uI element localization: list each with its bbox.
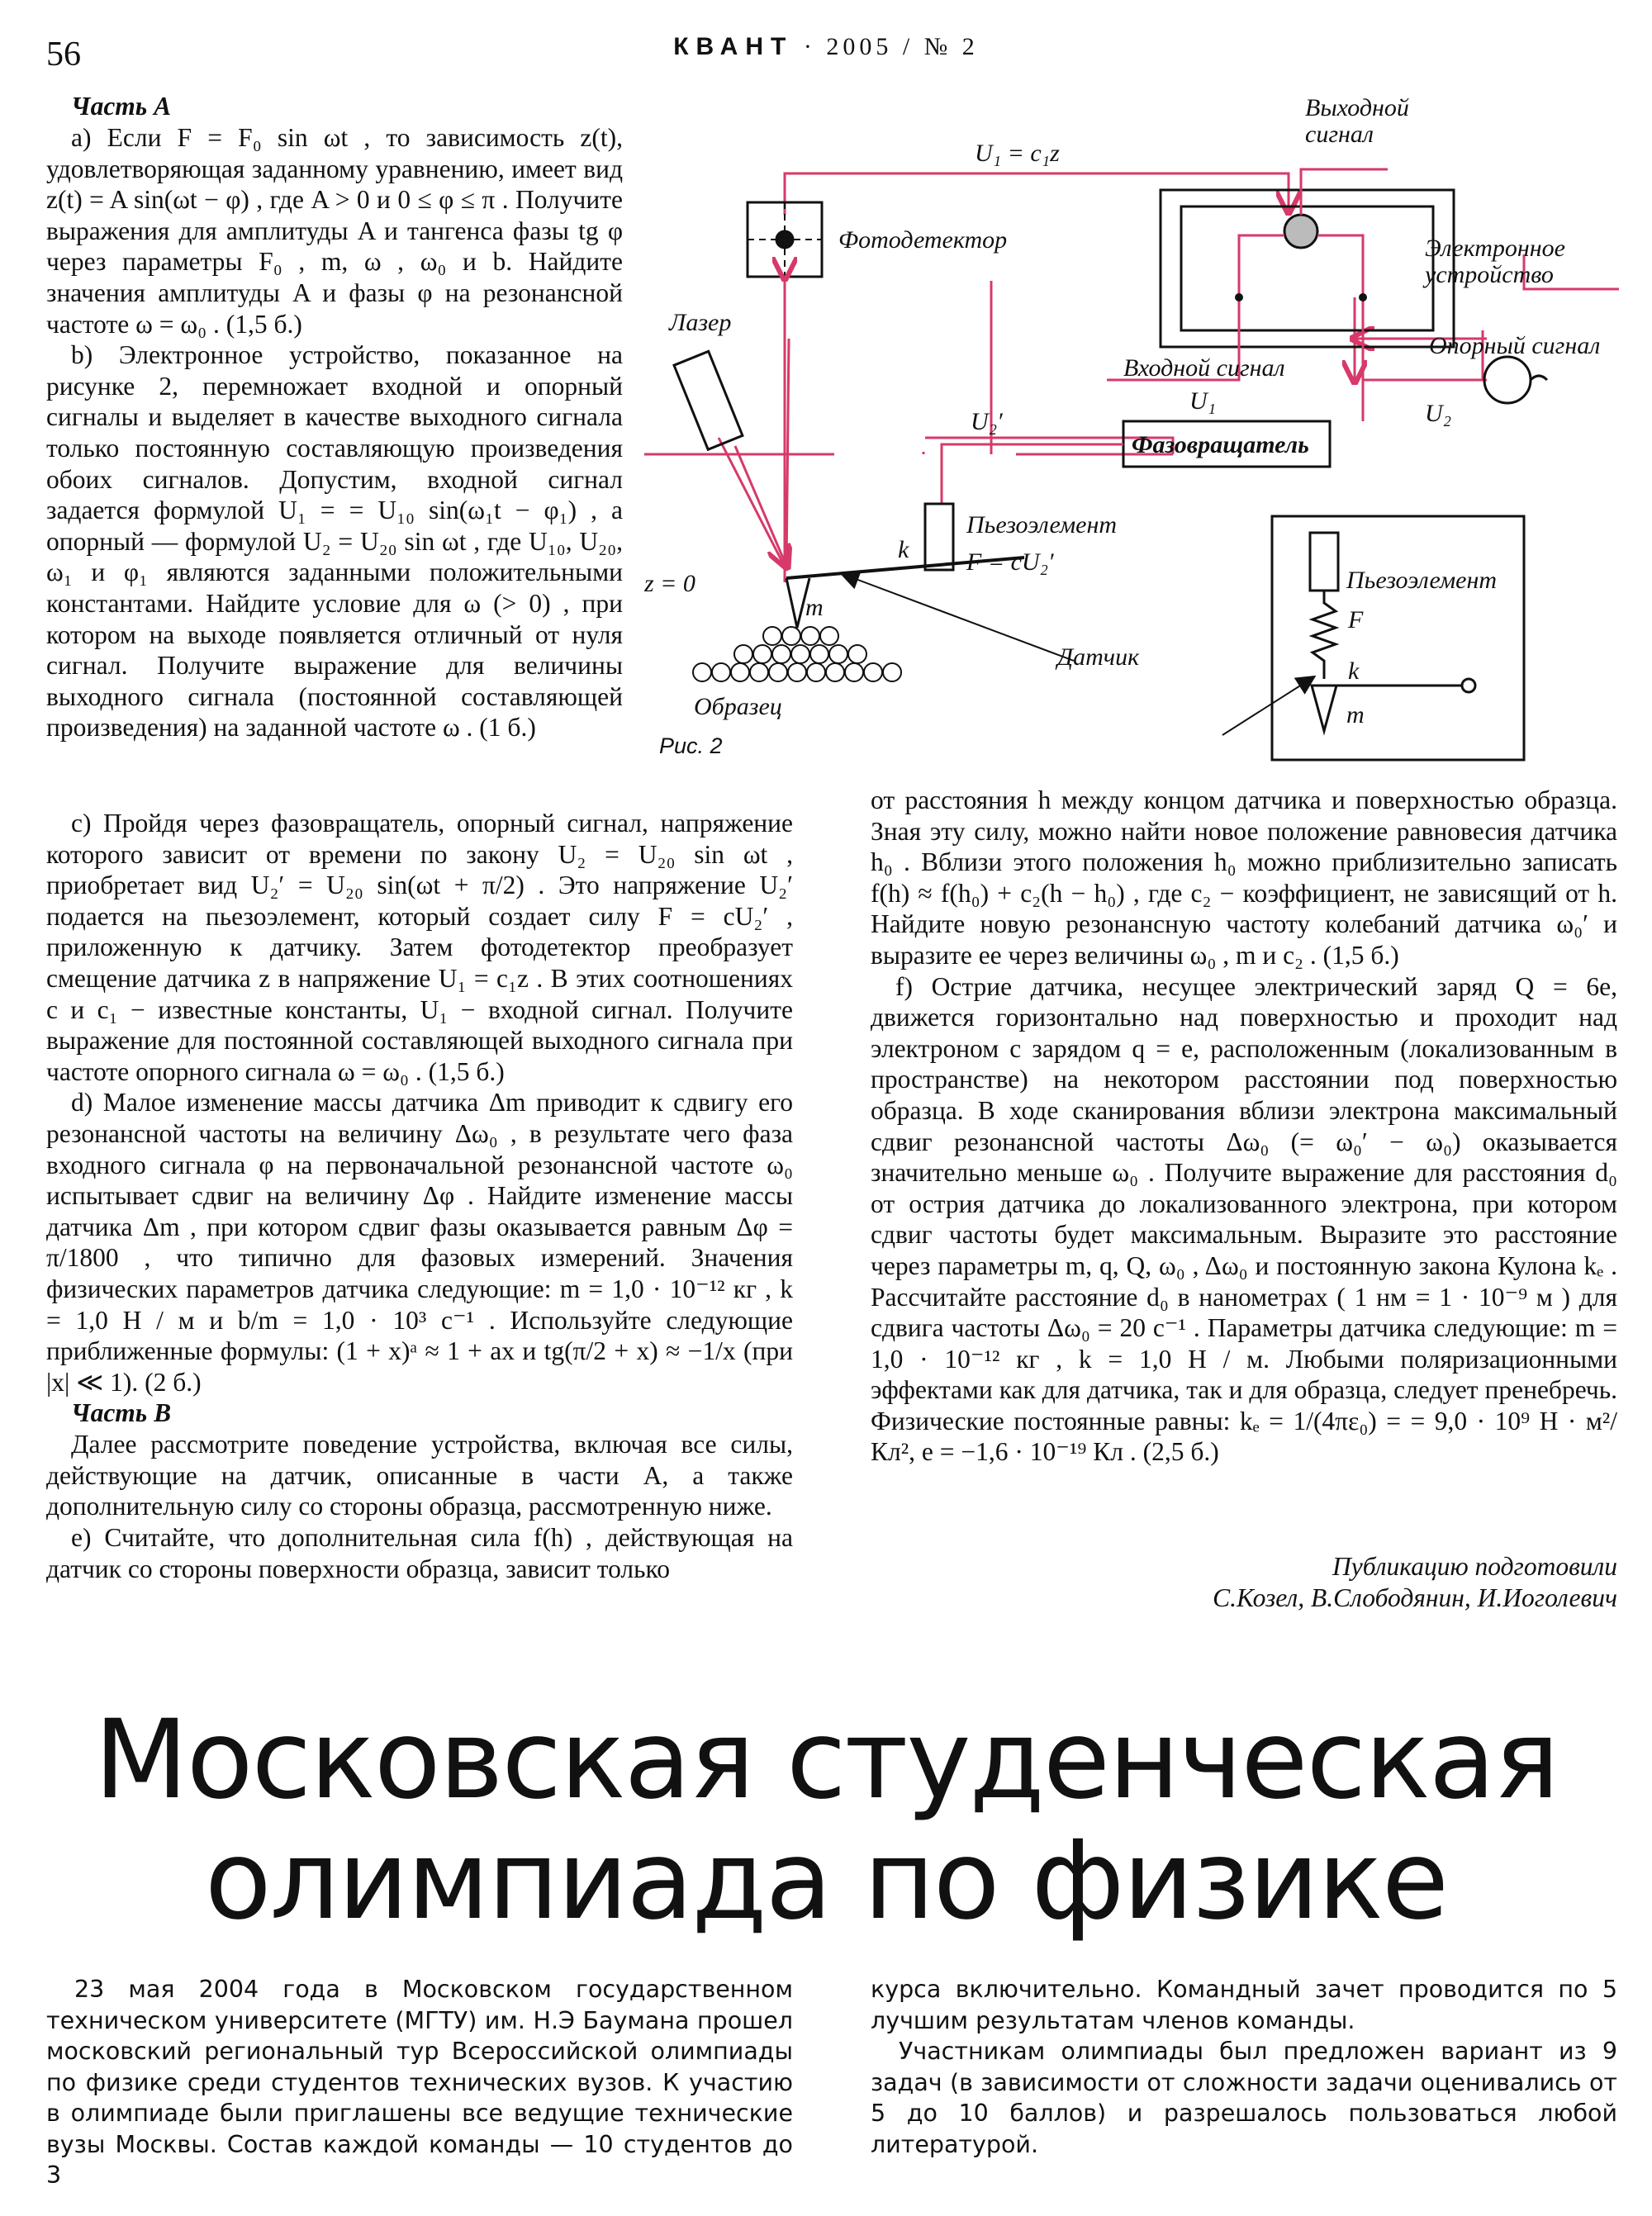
article-title-line-2: олимпиада по физике <box>204 1817 1448 1944</box>
inset-diagram <box>1272 516 1524 760</box>
intro-paragraph-1-continued: курса включительно. Командный зачет проводится по 5 лучшим результатам членов команды. <box>871 1976 1617 2034</box>
paragraph-c: c) Пройдя через фазовращатель, опорный сигнал, напряжение которого зависит от времени по закону U₂ = U₂₀ sin ωt , приобретает вид U₂′ = U₂₀ sin(ωt + π/2) . Это напряжение U₂′ подается на пьезоэлемент, который создает силу F = cU₂′ , приложенную к датчику. Затем фотодетектор преобразует смещение датчика z в напряжение U₁ = c₁z . В этих соотношениях c и c₁ − известные константы, U₁ − входной сигнал. Получите выражение для постоянной составляющей выходного сигнала при частоте опорного сигнала ω = ω₀ . (1,5 б.) <box>46 809 793 1086</box>
label-u1-eq: U₁ = c₁z <box>975 140 1060 167</box>
label-sample: Образец <box>694 693 782 720</box>
label-sensor: Датчик <box>1057 643 1140 671</box>
label-inset-piezo: Пьезоэлемент <box>1346 567 1498 594</box>
label-laser: Лазер <box>669 309 732 336</box>
part-b-heading: Часть В <box>71 1398 172 1428</box>
electronic-device <box>1161 190 1454 347</box>
label-input-signal: Входной сигнал <box>1123 354 1285 382</box>
label-u2-prime: U₂′ <box>971 408 1003 435</box>
label-output-signal-2: сигнал <box>1305 121 1374 148</box>
paragraph-e-continued: от расстояния h между концом датчика и поверхностью образца. Зная эту силу, можно найти новое положение равновесия датчика h₀ . Вблизи этого положения h₀ можно приблизительно записать f(h) ≈ f(h₀) + c₂(h − h₀) , где c₂ − коэффициент, не зависящий от h. Найдите новую резонансную частоту колебаний датчика ω₀′ и выразите ее через величины ω₀ , m и c₂ . (1,5 б.) <box>871 785 1617 970</box>
part-a-heading: Часть А <box>71 92 172 121</box>
paragraph-e: e) Считайте, что дополнительная сила f(h) , действующая на датчик со стороны поверхности образца, зависит только <box>46 1523 793 1583</box>
label-z0: z = 0 <box>644 570 695 597</box>
label-inset-m: m <box>1346 701 1365 728</box>
label-phase-shifter: Фазовращатель <box>1132 431 1309 458</box>
intro-paragraph-1: 23 мая 2004 года в Московском государственном техническом университете (МГТУ) им. Н.Э Баумана прошел московский региональный тур Всероссийской олимпиады по физике среди студентов технических вузов. К участию в олимпиаде были приглашены все ведущие технические вузы Москвы. Состав каждой команды — 10 студентов до 3 <box>46 1976 793 2189</box>
part-a-column <box>46 91 623 743</box>
label-k: k <box>898 536 909 563</box>
credit <box>871 1551 1617 1614</box>
right-column <box>871 785 1617 1468</box>
label-electronic-1: Электронное <box>1425 235 1565 262</box>
figure-2-diagram <box>644 91 1619 776</box>
figure-caption: Рис. 2 <box>659 733 723 758</box>
label-u1: U₁ <box>1189 387 1217 415</box>
left-lower-column <box>46 808 793 1584</box>
label-photodetector: Фотодетектор <box>838 226 1008 254</box>
article-title <box>0 1696 1652 1944</box>
credit-authors: С.Козел, В.Слободянин, И.Иоголевич <box>1213 1583 1617 1612</box>
running-head <box>0 33 1652 61</box>
page-number: 56 <box>46 36 81 74</box>
part-b-intro: Далее рассмотрите поведение устройства, включая все силы, действующие на датчик, описанные в части А, а также дополнительную силу со стороны образца, рассмотренную ниже. <box>46 1430 793 1521</box>
piezo-element <box>925 504 953 570</box>
label-u2: U₂ <box>1425 400 1452 427</box>
reference-generator <box>1484 357 1547 403</box>
intro-right-column <box>871 1974 1617 2160</box>
article-title-line-1: Московская студенческая <box>93 1696 1559 1824</box>
label-inset-f: F <box>1348 606 1364 633</box>
label-m: m <box>805 594 824 621</box>
laser <box>674 351 743 449</box>
intro-left-column <box>46 1974 793 2191</box>
sample-atoms <box>693 627 901 681</box>
label-ref-signal: Опорный сигнал <box>1429 332 1601 359</box>
label-electronic-2: устройство <box>1425 261 1554 288</box>
paragraph-d: d) Малое изменение массы датчика Δm приводит к сдвигу его резонансной частоты на величину Δω₀ , в результате чего фаза входного сигнала φ на первоначальной резонансной частоте ω₀ испытывает сдвиг на величину Δφ . Найдите изменение массы датчика Δm , при котором сдвиг фазы оказывается равным Δφ = π/1800 , что типично для фазовых измерений. Значения физических параметров датчика следующие: m = 1,0 · 10⁻¹² кг , k = 1,0 Н / м и b/m = 1,0 · 10³ с⁻¹ . Используйте следующие приближенные формулы: (1 + x)ᵃ ≈ 1 + ax и tg(π/2 + x) ≈ −1/x (при |x| ≪ 1). (2 б.) <box>46 1088 793 1397</box>
credit-line-1: Публикацию подготовили <box>1332 1552 1617 1581</box>
paragraph-a: a) Если F = F₀ sin ωt , то зависимость z(t), удовлетворяющая заданному уравнению, имеет вид z(t) = A sin(ωt − φ) , где A > 0 и 0 ≤ φ ≤ π . Получите выражения для амплитуды A и тангенса фазы tg φ через параметры F₀ , m, ω , ω₀ и b. Найдите значения амплитуды A и фазы φ на резонансной частоте ω = ω₀ . (1,5 б.) <box>46 123 623 339</box>
journal-name: КВАНТ <box>673 33 794 60</box>
label-output-signal-1: Выходной <box>1305 94 1409 121</box>
label-inset-k: k <box>1348 657 1360 685</box>
label-piezo: Пьезоэлемент <box>966 511 1118 539</box>
issue-number: · 2005 / № 2 <box>803 33 979 60</box>
paragraph-b: b) Электронное устройство, показанное на рисунке 2, перемножает входной и опорный сигналы и выделяет в качестве выходного сигнала только постоянную составляющую произведения обоих сигналов. Допустим, входной сигнал задается формулой U₁ = = U₁₀ sin(ω₁t − φ₁) , а опорный — формулой U₂ = U₂₀ sin ωt , где U₁₀, U₂₀, ω₁ и φ₁ являются заданными положительными константами. Найдите условие для ω (> 0) , при котором на выходе появляется отличный от нуля сигнал. Получите выражение для величины выходного сигнала (постоянной составляющей произведения) на заданной частоте ω . (1 б.) <box>46 340 623 743</box>
intro-paragraph-2: Участникам олимпиады был предложен вариант из 9 задач (в зависимости от сложности задачи оценивались от 5 до 10 баллов) и разрешалось пользоваться любой литературой. <box>871 2038 1617 2158</box>
label-force-eq: F = cU₂′ <box>966 548 1054 576</box>
paragraph-f: f) Острие датчика, несущее электрический заряд Q = 6e, движется горизонтально над поверхностью и проходит над электроном с зарядом q = e, расположенным (локализованным в пространстве) на некотором расстоянии под поверхностью образца. В ходе сканирования вблизи электрона максимальный сдвиг резонансной частоты Δω₀ (= ω₀′ − ω₀) оказывается значительно меньше ω₀ . Получите выражение для расстояния d₀ от острия датчика до локализованного электрона, при котором сдвиг частоты будет максимальным. Выразите это расстояние через параметры m, q, Q, ω₀ , Δω₀ и постоянную закона Кулона kₑ . Рассчитайте расстояние d₀ в нанометрах ( 1 нм = 1 · 10⁻⁹ м ) для сдвига частоты Δω₀ = 20 с⁻¹ . Параметры датчика следующие: m = 1,0 · 10⁻¹² кг , k = 1,0 Н / м. Любыми поляризационными эффектами как для датчика, так и для образца, следует пренебречь. Физические постоянные равны: kₑ = 1/(4πε₀) = = 9,0 · 10⁹ Н · м²/Кл², e = −1,6 · 10⁻¹⁹ Кл . (2,5 б.) <box>871 971 1617 1467</box>
